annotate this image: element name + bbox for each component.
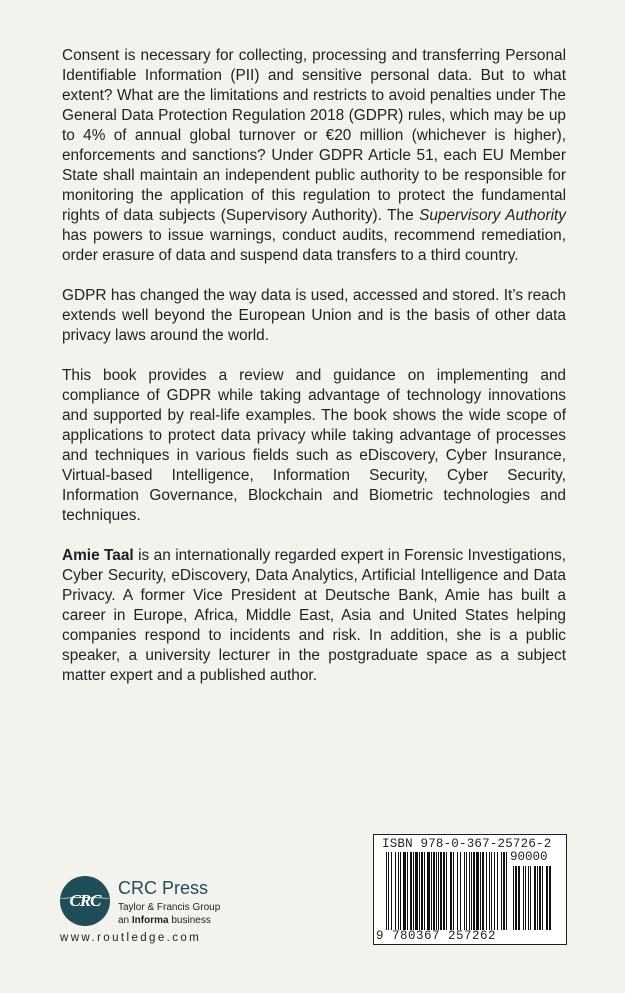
barcode-bar	[507, 852, 508, 930]
author-bio	[62, 546, 566, 686]
informa-suffix: business	[168, 915, 211, 926]
supervisory-authority-term: Supervisory Authority	[419, 207, 567, 224]
consent-text-end: has powers to issue warnings, conduct audits, recommend remediation, order erasure of data and suspend data transfers to a third country.	[62, 227, 566, 264]
publisher-group: Taylor & Francis Group	[118, 902, 221, 913]
author-bio-text: is an internationally regarded expert in Forensic Investigations, Cyber Security, eDiscovery, Data Analytics, Artificial Intelligence and Data Privacy. A former Vice President at Deutsche Bank, Amie has built a career in Europe, Africa, Middle East, Asia and United States helping companies respond to incidents and risk. In addition, she is a public speaker, a university lecturer in the postgraduate space as a subject matter expert and a published author.	[62, 547, 567, 684]
crc-logo-icon: CRC	[60, 876, 110, 926]
isbn-barcode	[373, 834, 567, 945]
author-name: Amie Taal	[62, 547, 134, 564]
ean-number: 9 780367 257262	[376, 929, 497, 943]
informa-name: Informa	[131, 915, 169, 926]
price-code: 90000	[510, 850, 548, 864]
publisher-name: CRC Press	[118, 878, 209, 898]
publisher-block	[60, 876, 260, 946]
blurb-paragraph-book-summary: This book provides a review and guidance on implementing and compliance of GDPR while taking advantage of technology innovations and supported by real-life examples. The book shows the wide scope of applications to protect data privacy while taking advantage of processes and techniques in various fields such as eDiscovery, Cyber Insurance, Virtual-based Intelligence, Information Security, Cyber Security, Information Governance, Blockchain and Biometric technologies and techniques.	[62, 367, 566, 524]
barcode-main-bars	[386, 852, 508, 930]
back-cover-blurb	[62, 46, 566, 706]
barcode-bar	[549, 866, 551, 930]
blurb-paragraph-gdpr-change: GDPR has changed the way data is used, accessed and stored. It’s reach extends well beyond the European Union and is the basis of other data privacy laws around the world.	[62, 287, 566, 344]
informa-prefix: an	[118, 915, 132, 926]
barcode-addon-bars	[513, 866, 561, 930]
isbn-number: ISBN 978-0-367-25726-2	[382, 837, 552, 851]
publisher-parent	[118, 915, 211, 926]
consent-text-start: Consent is necessary for collecting, processing and transferring Personal Identifiable Information (PII) and sensitive personal data. But to what extent? What are the limitations and restricts to avoid penalties under The General Data Protection Regulation 2018 (GDPR) rules, which may be up to 4% of annual global turnover or €20 million (whichever is higher), enforcements and sanctions? Under GDPR Article 51, each EU Member State shall maintain an independent public authority to be responsible for monitoring the application of this regulation to protect the fundamental rights of data subjects (Supervisory Authority). The	[62, 47, 566, 224]
blurb-paragraph-consent	[62, 46, 566, 266]
publisher-website[interactable]: www.routledge.com	[60, 932, 202, 944]
